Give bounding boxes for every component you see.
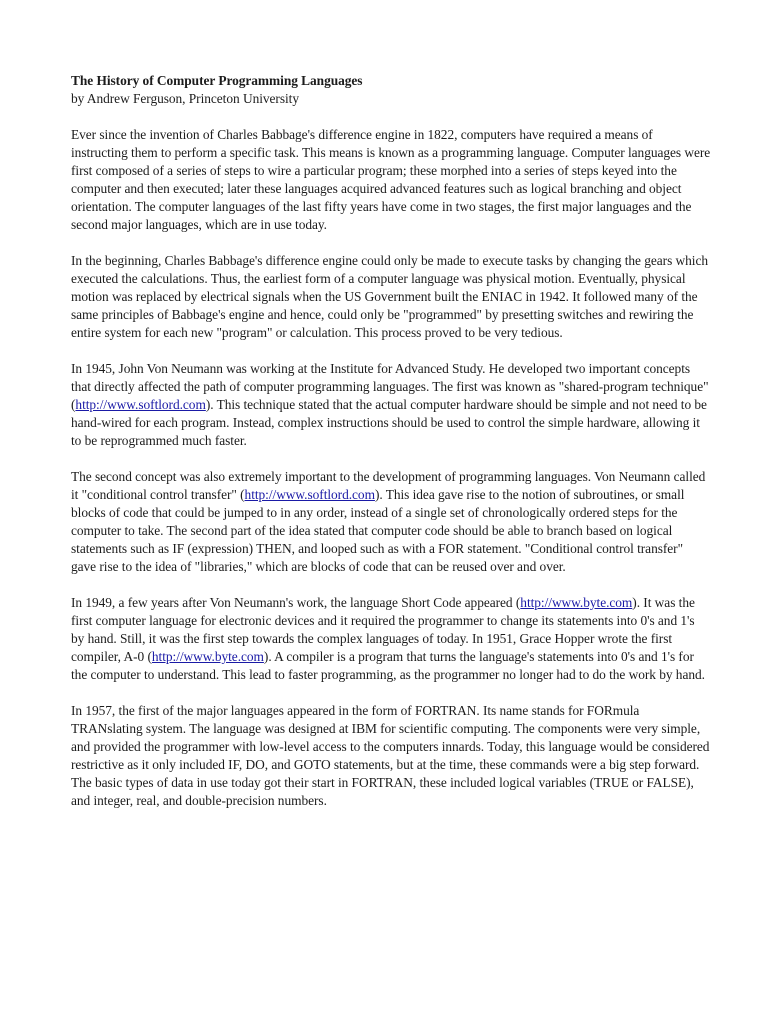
reference-link[interactable]: http://www.softlord.com: [244, 487, 375, 502]
document-page: [71, 72, 711, 828]
document-title: The History of Computer Programming Languages: [71, 73, 363, 88]
body-paragraph: [71, 468, 711, 576]
reference-link[interactable]: http://www.byte.com: [151, 649, 264, 664]
body-paragraph: [71, 252, 711, 342]
paragraph-text: In 1945, John Von Neumann was working at the Institute for Advanced Study. He developed two important concepts that directly affected the path of computer programming languages. The first was known as "shared-program technique" (: [71, 361, 709, 412]
paragraph-text: ). A compiler is a program that turns the language's statements into 0's and 1's for the computer to understand. This lead to faster programming, as the programmer no longer had to do the work by hand.: [71, 649, 705, 682]
paragraph-text: The second concept was also extremely important to the development of programming languages. Von Neumann called it "conditional control transfer" (: [71, 469, 706, 502]
paragraph-text: Ever since the invention of Charles Babbage's difference engine in 1822, computers have required a means of instructing them to perform a specific task. This means is known as a programming language. Computer languages were first composed of a series of steps to wire a particular program; these morphed into a series of steps keyed into the computer and then executed; later these languages acquired advanced features such as logical branching and object orientation. The computer languages of the last fifty years have come in two stages, the first major languages and the second major languages, which are in use today.: [71, 127, 711, 232]
body-paragraph: [71, 360, 711, 450]
paragraph-text: In 1957, the first of the major languages appeared in the form of FORTRAN. Its name stands for FORmula TRANslating system. The language was designed at IBM for scientific computing. The components were very simple, and provided the programmer with low-level access to the computers innards. Today, this language would be considered restrictive as it only included IF, DO, and GOTO statements, but at the time, these commands were a big step forward. The basic types of data in use today got their start in FORTRAN, these included logical variables (TRUE or FALSE), and integer, real, and double-precision numbers.: [71, 703, 710, 808]
reference-link[interactable]: http://www.byte.com: [520, 595, 633, 610]
paragraph-text: In 1949, a few years after Von Neumann's work, the language Short Code appeared (: [71, 595, 521, 610]
body-paragraph: [71, 594, 711, 684]
paragraph-text: In the beginning, Charles Babbage's difference engine could only be made to execute tasks by changing the gears which executed the calculations. Thus, the earliest form of a computer language was physical motion. Eventually, physical motion was replaced by electrical signals when the US Government built the ENIAC in 1942. It followed many of the same principles of Babbage's engine and hence, could only be "programmed" by presetting switches and rewiring the entire system for each new "program" or calculation. This process proved to be very tedious.: [71, 253, 708, 340]
body-paragraph: [71, 126, 711, 234]
document-byline: by Andrew Ferguson, Princeton University: [71, 91, 299, 106]
paragraph-text: ). This idea gave rise to the notion of subroutines, or small blocks of code that could be jumped to in any order, instead of a single set of chronologically ordered steps for the computer to take. The second part of the idea stated that computer code should be able to branch based on logical statements such as IF (expression) THEN, and looped such as with a FOR statement. "Conditional control transfer" gave rise to the idea of "libraries," which are blocks of code that can be reused over and over.: [71, 487, 685, 574]
body-paragraph: [71, 702, 711, 810]
paragraph-text: ). It was the first computer language for electronic devices and it required the programmer to change its statements into 0's and 1's by hand. Still, it was the first step towards the complex languages of today. In 1951, Grace Hopper wrote the first compiler, A-0 (: [71, 595, 695, 664]
paragraph-text: ). This technique stated that the actual computer hardware should be simple and not need to be hand-wired for each program. Instead, complex instructions should be used to control the simple hardware, allowing it to be reprogrammed much faster.: [71, 397, 707, 448]
document-body: [71, 126, 711, 810]
reference-link[interactable]: http://www.softlord.com: [75, 397, 206, 412]
